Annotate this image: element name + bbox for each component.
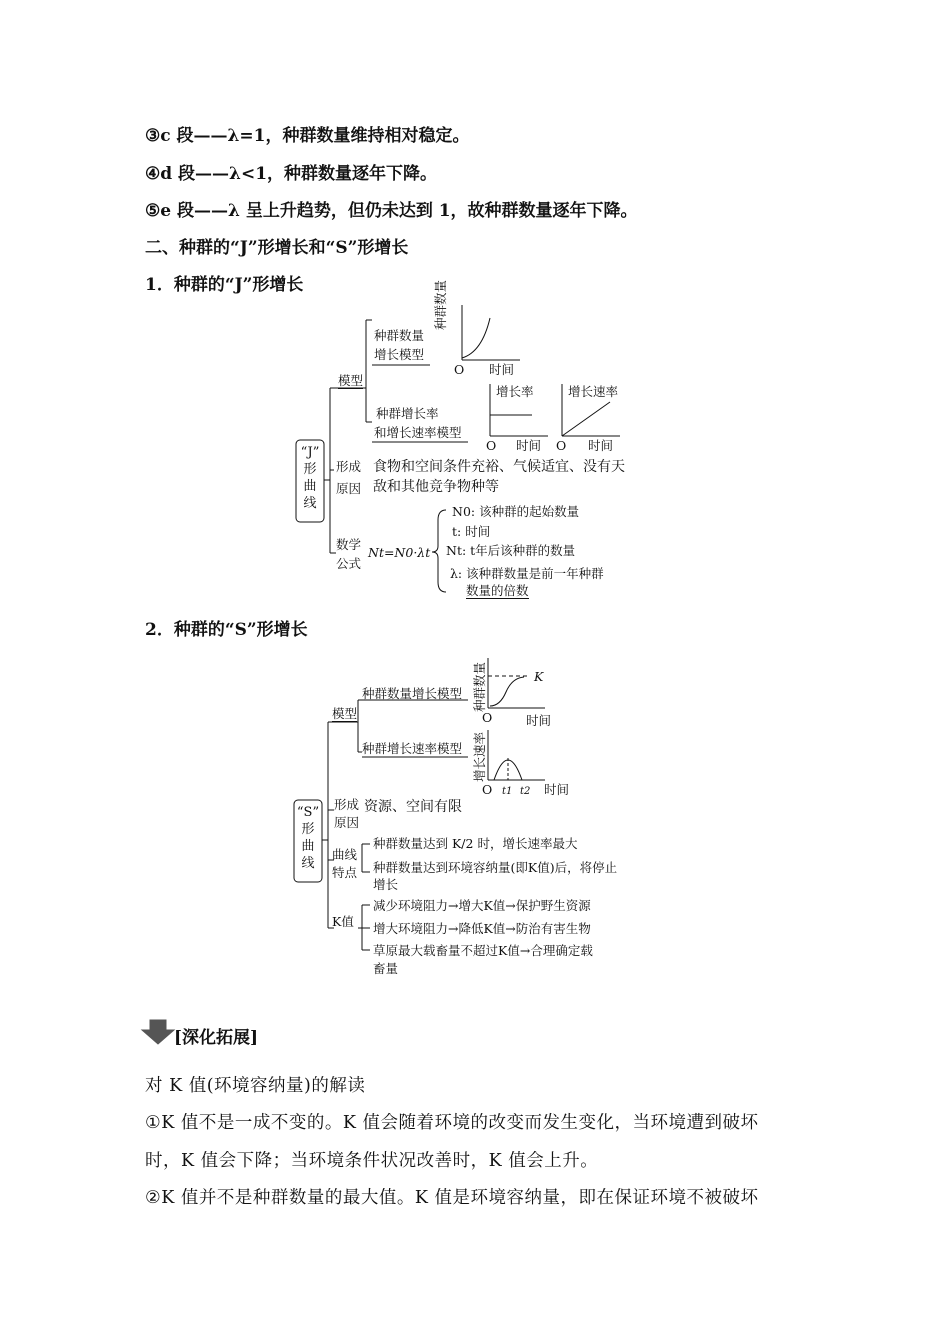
j-model: 模型: [338, 373, 364, 388]
j-cause-text-2: 敌和其他竞争物种等: [373, 479, 499, 495]
j-formula-2: 公式: [336, 556, 362, 571]
s-origin-1: O: [482, 710, 493, 725]
j-cause-text-1: 食物和空间条件充裕、气候适宜、没有天: [373, 459, 625, 475]
s-feature-1: 曲线: [332, 847, 358, 862]
s-kv: K值: [332, 914, 354, 929]
j-time-3: 时间: [588, 438, 614, 453]
j-y-speed: 增长速率: [568, 384, 619, 399]
s-t2: t2: [520, 786, 531, 797]
j-model-b-1: 种群增长率: [376, 406, 439, 421]
s-model-a: 种群数量增长模型: [362, 686, 463, 701]
j-origin-3: O: [556, 438, 567, 453]
j-root: “J” 形 曲 线: [300, 445, 320, 511]
s-cause-1: 形成: [334, 797, 360, 812]
s-y-speed: 增长速率: [472, 731, 487, 782]
line-d-segment: ④d 段——λ<1，种群数量逐年下降。: [145, 164, 438, 184]
deepen-label: [深化拓展]: [174, 1028, 259, 1048]
line-c-segment: ③c 段——λ=1，种群数量维持相对稳定。: [145, 126, 470, 146]
s-origin-2: O: [482, 782, 493, 797]
j-model-a-2: 增长模型: [374, 347, 425, 362]
s-feature-a: 种群数量达到 K/2 时，增长速率最大: [373, 836, 578, 851]
sub2-title: 2．种群的“S”形增长: [145, 620, 308, 640]
s-cause-2: 原因: [334, 815, 360, 830]
j-origin-2: O: [486, 438, 497, 453]
s-feature-2: 特点: [332, 865, 358, 880]
s-model: 模型: [332, 706, 358, 721]
j-t: t: 时间: [452, 524, 491, 539]
sub1-title: 1．种群的“J”形增长: [145, 275, 304, 295]
k-p1-b: 时，K 值会下降；当环境条件状况改善时，K 值会上升。: [145, 1151, 599, 1171]
s-kv-c-1: 草原最大载畜量不超过K值→合理确定载: [373, 943, 593, 958]
j-cause-2: 原因: [336, 481, 362, 496]
s-k-label: K: [534, 669, 544, 684]
j-lambda-2: 数量的倍数: [466, 583, 529, 598]
section-title: 二、种群的“J”形增长和“S”形增长: [145, 238, 409, 258]
k-p1-a: ①K 值不是一成不变的。K 值会随着环境的改变而发生变化，当环境遭到破坏: [145, 1113, 759, 1133]
line-e-segment: ⑤e 段——λ 呈上升趋势，但仍未达到 1，故种群数量逐年下降。: [145, 201, 638, 221]
s-feature-b-1: 种群数量达到环境容纳量(即K值)后，将停止: [373, 860, 618, 875]
s-feature-b-2: 增长: [373, 877, 399, 892]
s-model-b: 种群增长速率模型: [362, 741, 463, 756]
k-p2: ②K 值并不是种群数量的最大值。K 值是环境容纳量，即在保证环境不被破坏: [145, 1188, 759, 1208]
j-time-2: 时间: [516, 438, 542, 453]
s-kv-c-2: 畜量: [373, 961, 399, 976]
j-nt: Nt: t年后该种群的数量: [446, 543, 576, 558]
j-formula: Nt=N0·λt: [368, 545, 431, 560]
s-y-count: 种群数量: [472, 661, 487, 712]
j-y-count: 种群数量: [433, 279, 448, 330]
s-time-2: 时间: [544, 782, 570, 797]
j-formula-1: 数学: [336, 537, 362, 552]
s-t1: t1: [502, 786, 513, 797]
s-root: “S” 形 曲 线: [296, 805, 320, 871]
j-model-b-2: 和增长速率模型: [374, 425, 462, 440]
j-model-a-1: 种群数量: [374, 328, 425, 343]
j-y-rate: 增长率: [496, 384, 534, 399]
j-lambda-1: λ: 该种群数量是前一年种群: [450, 566, 604, 581]
s-kv-b: 增大环境阻力→降低K值→防治有害生物: [373, 921, 591, 936]
j-time-1: 时间: [489, 362, 515, 377]
s-cause-text: 资源、空间有限: [364, 799, 462, 815]
s-time-1: 时间: [526, 713, 552, 728]
s-kv-a: 减少环境阻力→增大K值→保护野生资源: [373, 898, 591, 913]
j-cause-1: 形成: [336, 459, 362, 474]
j-origin-1: O: [454, 362, 465, 377]
j-n0: N0: 该种群的起始数量: [452, 504, 580, 519]
k-title: 对 K 值(环境容纳量)的解读: [145, 1076, 366, 1096]
